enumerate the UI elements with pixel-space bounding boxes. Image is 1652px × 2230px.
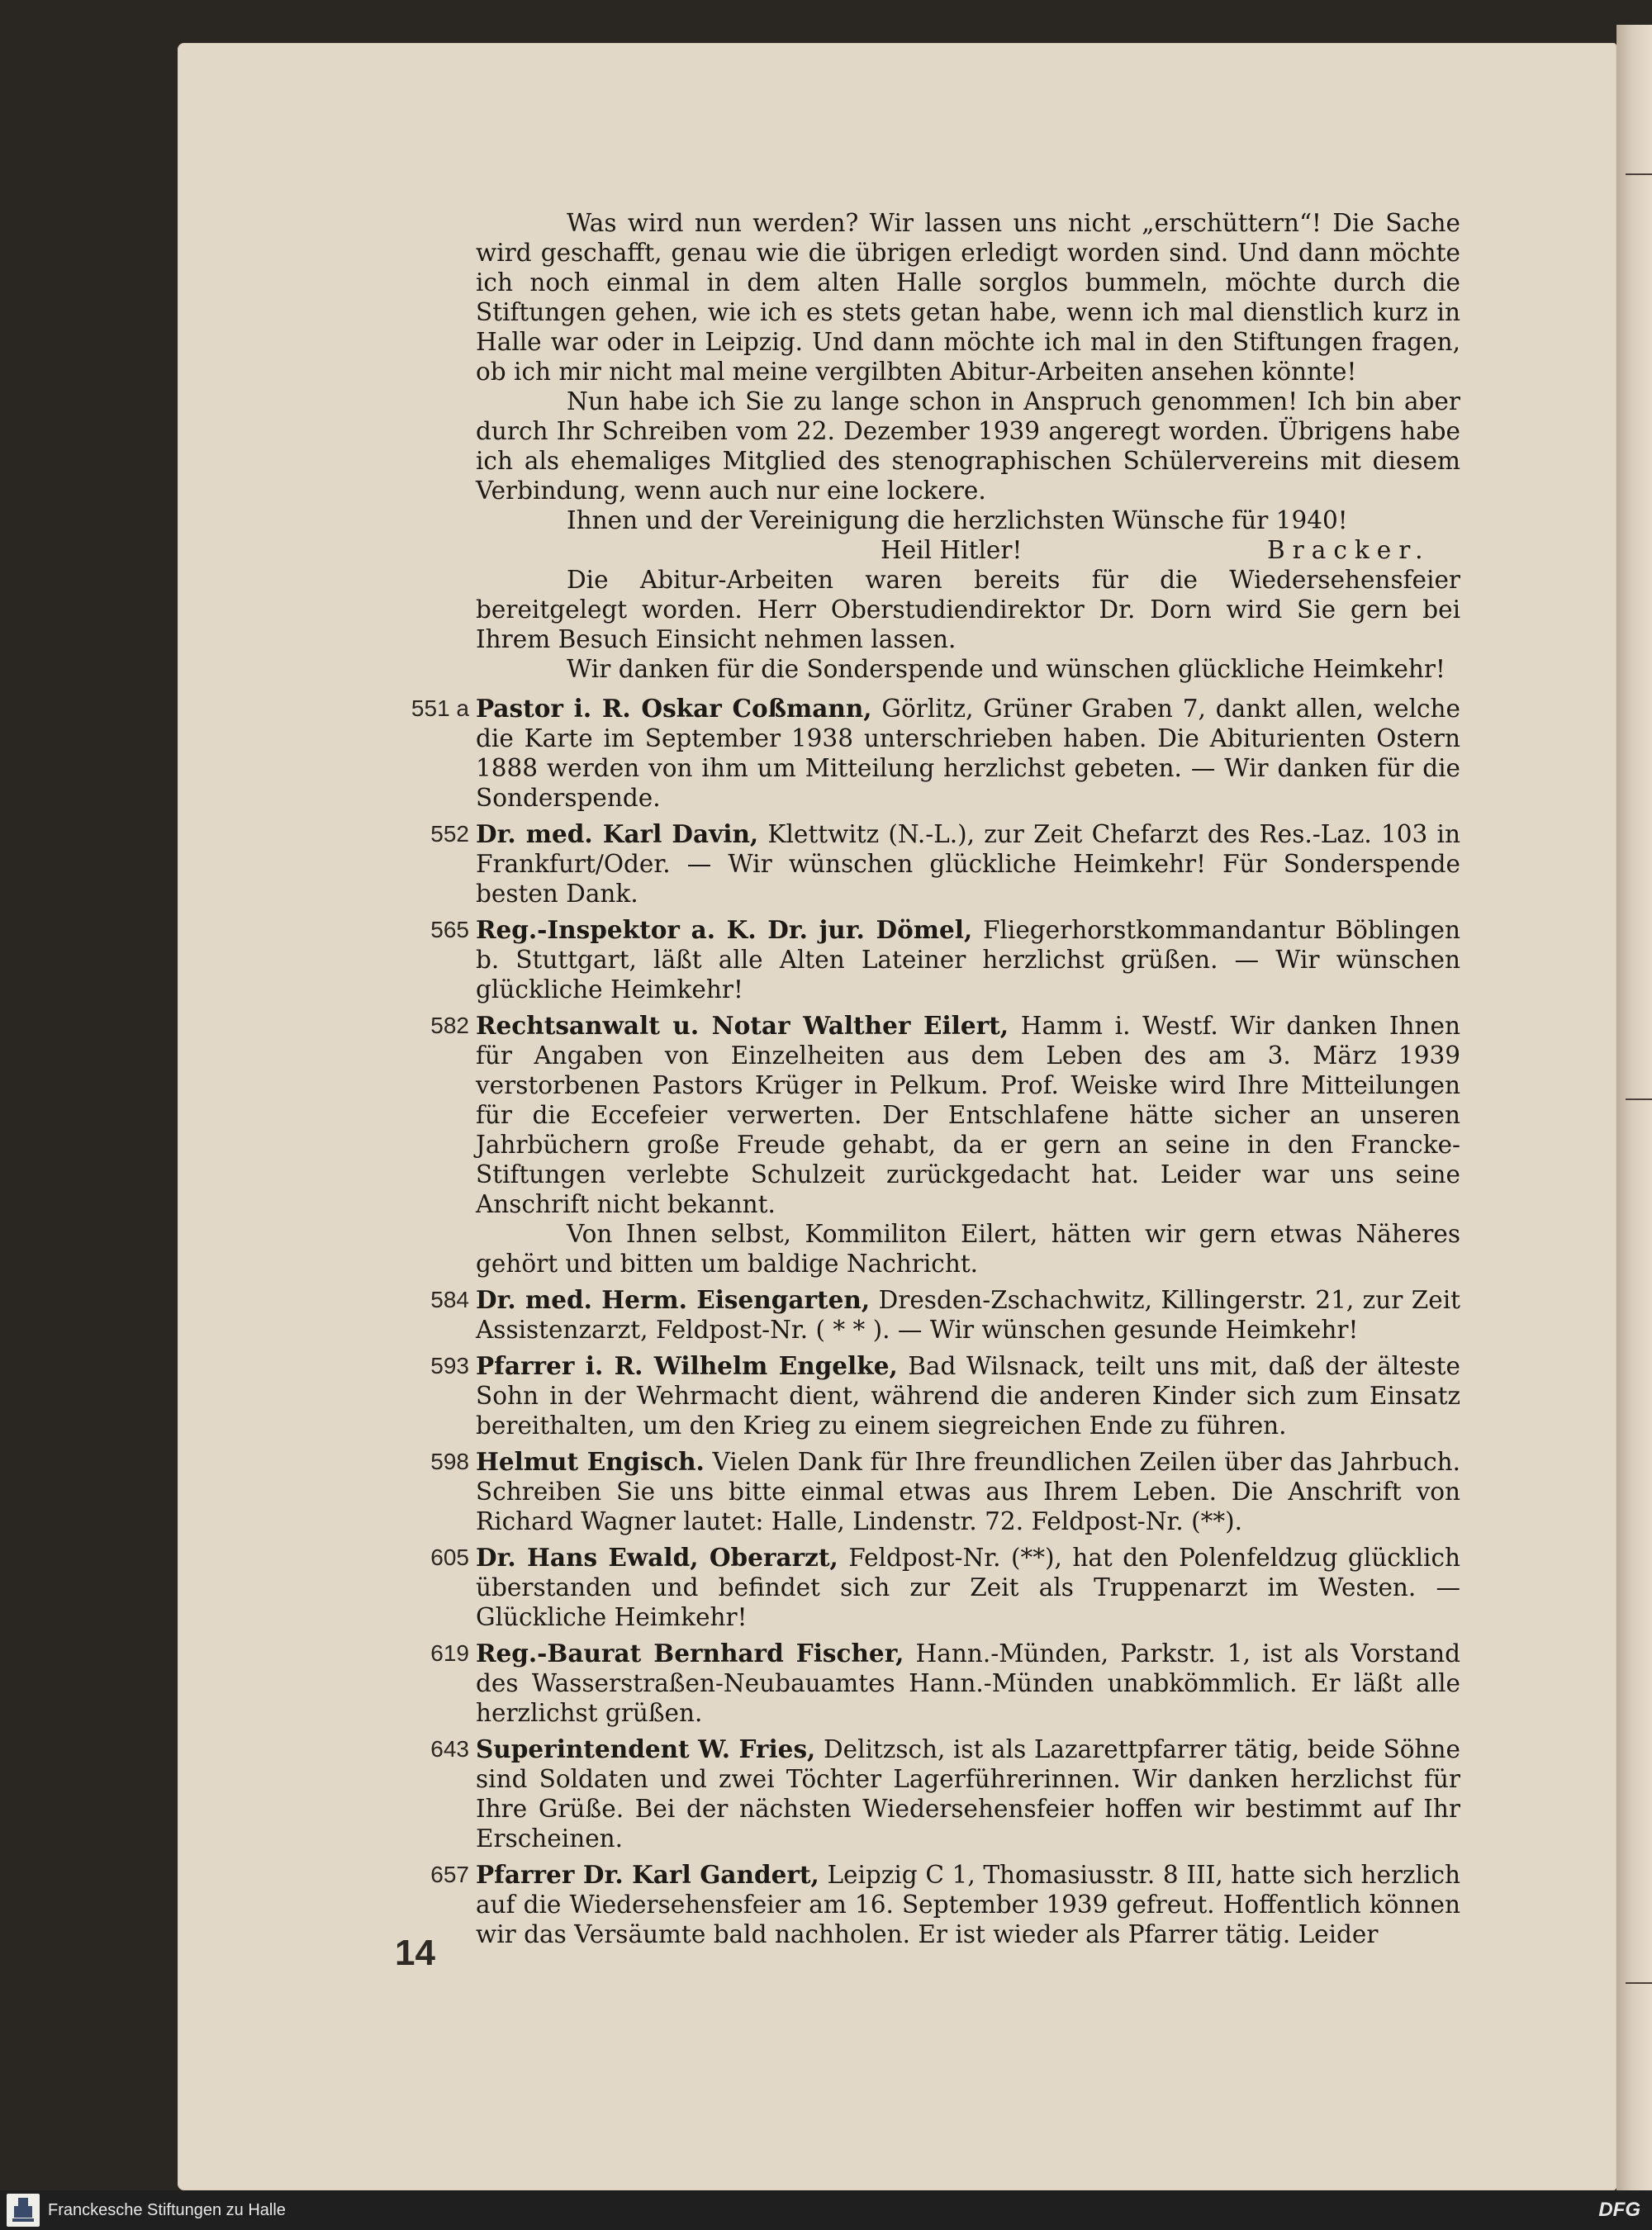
salute: Heil Hitler!: [881, 536, 1023, 564]
institution-name: Franckesche Stiftungen zu Halle: [48, 2201, 286, 2219]
entry-number: 552: [430, 821, 469, 847]
entry-name: Pfarrer i. R. Wilhelm Engelke,: [476, 1351, 898, 1380]
entry-number: 643: [430, 1736, 469, 1762]
entry: [430, 915, 1460, 1004]
entry: [430, 819, 1460, 909]
entry-text: Bad Wilsnack, teilt uns mit, daß der älteste Sohn in der Wehrmacht dient, während die anderen Kinder sich zum Einsatz bereithalten, um den Krieg zu einem siegreichen Ende zu führen.: [476, 1352, 1460, 1440]
entry-name: Dr. med. Karl Davin,: [476, 819, 759, 848]
entry-number: 657: [430, 1862, 469, 1887]
letter-paragraph: Was wird nun werden? Wir lassen uns nicht „erschüttern“! Die Sache wird geschafft, genau wie die übrigen erledigt worden sind. Und dann möchte ich noch einmal in dem alten Halle sorglos bummeln, möchte durch die Stiftungen gehen, wie ich es stets getan habe, wenn ich mal dienstlich kurz in Halle war oder in Leipzig. Und dann möchte ich mal in den Stiftungen fragen, ob ich mir nicht mal meine vergilbten Abitur-Arbeiten ansehen könnte!: [476, 209, 1460, 386]
reply-paragraph: Wir danken für die Sonderspende und wünschen glückliche Heimkehr!: [567, 655, 1446, 683]
entry-name: Dr. med. Herm. Eisengarten,: [476, 1285, 871, 1314]
entry-number: 565: [430, 917, 469, 942]
viewer-footer: [0, 2190, 1652, 2230]
next-page-edge: [1616, 25, 1652, 2190]
entry-name: Pfarrer Dr. Karl Gandert,: [476, 1860, 819, 1889]
entry-number: 619: [430, 1640, 469, 1666]
dfg-logo: DFG: [1598, 2199, 1640, 2221]
entry-text: Görlitz, Grüner Graben 7, dankt allen, welche die Karte im September 1938 unterschrieben haben. Die Abiturienten Ostern 1888 werden von ihm um Mitteilung herzlichst gebeten. — Wir danken für die Sonderspende.: [476, 695, 1460, 812]
entry-number: 584: [430, 1287, 469, 1312]
entry: [430, 1860, 1460, 1949]
entry-number: 582: [430, 1013, 469, 1038]
entry-continuation: Von Ihnen selbst, Kommiliton Eilert, hätten wir gern etwas Näheres gehört und bitten um baldige Nachricht.: [476, 1220, 1460, 1278]
page-number: 14: [395, 1933, 435, 1973]
entry-name: Reg.-Inspektor a. K. Dr. jur. Dömel,: [476, 915, 973, 944]
reply-paragraph: Die Abitur-Arbeiten waren bereits für die Wiedersehensfeier bereitgelegt worden. Herr Oberstudiendirektor Dr. Dorn wird Sie gern bei Ihrem Besuch Einsicht nehmen lassen.: [476, 566, 1460, 653]
entry-text: Hann.-Münden, Parkstr. 1, ist als Vorstand des Wasserstraßen-Neubauamtes Hann.-Münden unabkömmlich. Er läßt alle herzlichst grüßen.: [476, 1639, 1460, 1727]
entry-number: 593: [430, 1353, 469, 1378]
entry-name: Rechtsanwalt u. Notar Walther Eilert,: [476, 1011, 1009, 1040]
entry: [430, 1351, 1460, 1440]
entry-name: Superintendent W. Fries,: [476, 1734, 816, 1763]
entry-name: Dr. Hans Ewald, Oberarzt,: [476, 1543, 838, 1572]
entry-name: Helmut Engisch.: [476, 1447, 705, 1476]
entry-text: Klettwitz (N.-L.), zur Zeit Chefarzt des Res.-Laz. 103 in Frankfurt/Oder. — Wir wünschen glückliche Heimkehr! Für Sonderspende besten Dank.: [476, 820, 1460, 908]
entry-text: Hamm i. Westf. Wir danken Ihnen für Angaben von Einzelheiten aus dem Leben des am 3. März 1939 verstorbenen Pastors Krüger in Pelkum. Prof. Weiske wird Ihre Mitteilungen für die Eccefeier verwerten. Der Entschlafene hätte sicher an unseren Jahrbüchern große Freude gehabt, da er gern an seine in den Francke-Stiftungen verlebte Schulzeit zurückgedacht hat. Leider war uns seine Anschrift nicht bekannt.: [476, 1012, 1461, 1218]
entry-number: 598: [430, 1449, 469, 1474]
binding-mark: [1626, 1098, 1652, 1100]
entry-text: Fliegerhorstkommandantur Böblingen b. Stuttgart, läßt alle Alten Lateiner herzlichst grüßen. — Wir wünschen glückliche Heimkehr!: [476, 916, 1460, 1004]
entry: [430, 1543, 1460, 1632]
letter-paragraph: Ihnen und der Vereinigung die herzlichsten Wünsche für 1940!: [567, 506, 1348, 534]
entry: [430, 1285, 1460, 1345]
letter-paragraph: Nun habe ich Sie zu lange schon in Anspruch genommen! Ich bin aber durch Ihr Schreiben vom 22. Dezember 1939 angeregt worden. Übrigens habe ich als ehemaliges Mitglied des stenographischen Schülervereins mit diesem Verbindung, wenn auch nur eine lockere.: [476, 387, 1460, 505]
entry-text: Leipzig C 1, Thomasiusstr. 8 III, hatte sich herzlich auf die Wiedersehensfeier am 16. September 1939 gefreut. Hoffentlich können wir das Versäumte bald nachholen. Er ist wieder als Pfarrer tätig. Leider: [476, 1861, 1460, 1948]
entry: [430, 1639, 1460, 1728]
entry-text: Delitzsch, ist als Lazarettpfarrer tätig, beide Söhne sind Soldaten und zwei Töchter Lagerführerinnen. Wir danken herzlichst für Ihre Grüße. Bei der nächsten Wiedersehensfeier hoffen wir bestimmt auf Ihr Erscheinen.: [476, 1735, 1460, 1853]
letter-signature: [476, 535, 1460, 565]
member-entries: [411, 694, 1461, 1949]
entry: [430, 1011, 1461, 1279]
entry-text: Dresden-Zschachwitz, Killingerstr. 21, zur Zeit Assistenzarzt, Feldpost-Nr. ( * * ). — Wir wünschen gesunde Heimkehr!: [476, 1286, 1460, 1344]
entry-number: 605: [430, 1544, 469, 1570]
entry: [430, 1734, 1460, 1853]
entry: [430, 1447, 1461, 1536]
binding-mark: [1626, 173, 1652, 175]
entry-name: Reg.-Baurat Bernhard Fischer,: [476, 1639, 904, 1668]
entry-text: Vielen Dank für Ihre freundlichen Zeilen über das Jahrbuch. Schreiben Sie uns bitte einmal etwas aus Ihrem Leben. Die Anschrift von Richard Wagner lautet: Halle, Lindenstr. 72. Feldpost-Nr. (**).: [476, 1448, 1461, 1535]
page-text: [411, 208, 1461, 1949]
signer-name: Bracker.: [1267, 536, 1431, 564]
entry-number: 551 a: [411, 695, 469, 721]
institution-logo-icon: [7, 2194, 40, 2227]
binding-mark: [1626, 1982, 1652, 1984]
entry-name: Pastor i. R. Oskar Coßmann,: [476, 694, 872, 723]
entry-text: Feldpost-Nr. (**), hat den Polenfeldzug glücklich überstanden und befindet sich zur Zeit als Truppenarzt im Westen. — Glückliche Heimkehr!: [476, 1544, 1460, 1631]
entry: [411, 694, 1460, 813]
